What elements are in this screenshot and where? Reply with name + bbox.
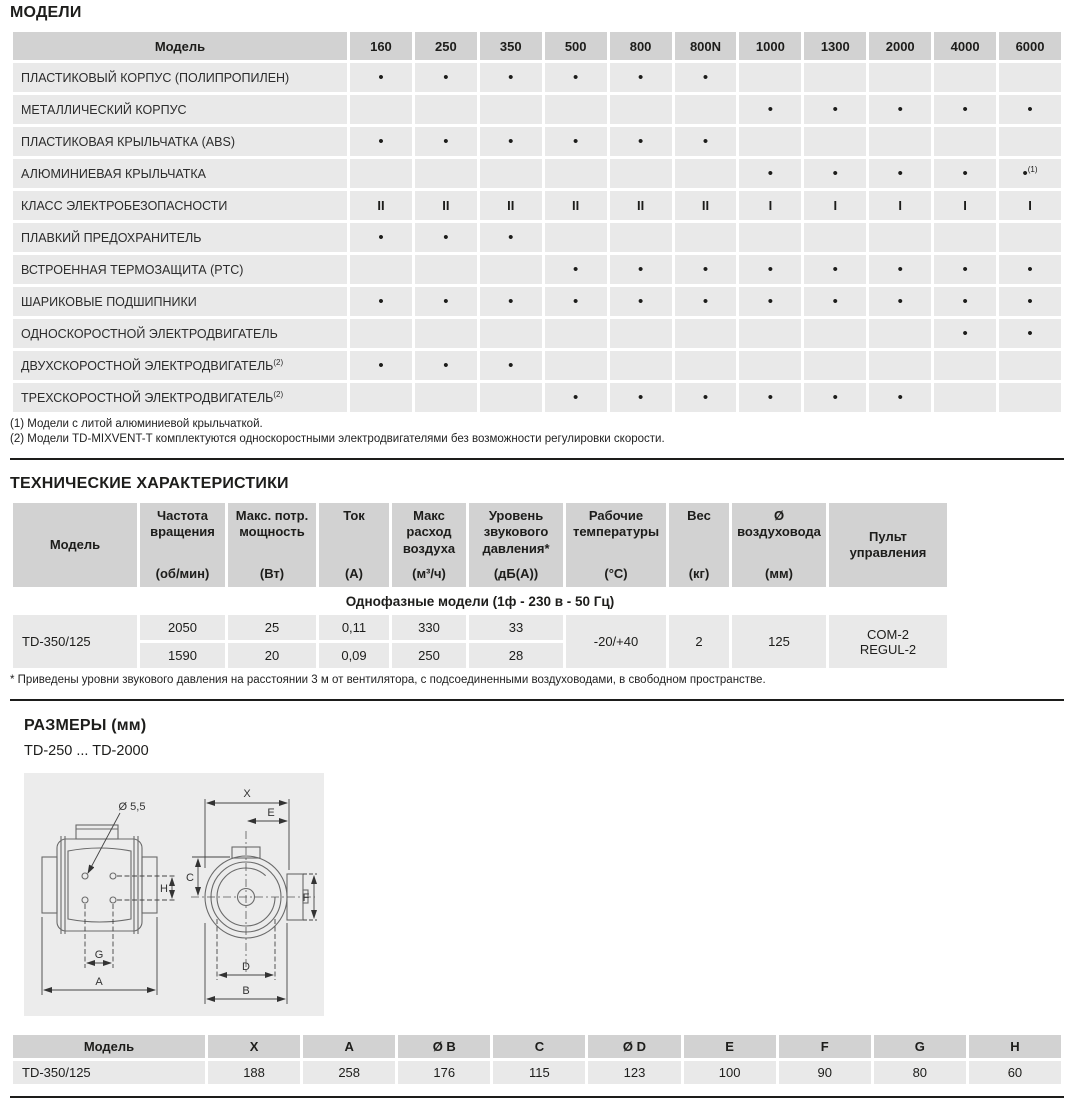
feature-cell (934, 127, 996, 156)
feature-cell: • (675, 287, 737, 316)
feature-row (13, 351, 1061, 380)
feature-cell: • (350, 351, 412, 380)
tech-value-cell: 330 (392, 615, 466, 640)
tech-data-row (13, 615, 947, 640)
dims-value-cell: TD-350/125 (13, 1061, 205, 1084)
feature-cell: • (610, 63, 672, 92)
dim-label-f: F (302, 892, 310, 904)
model-size-header: 800 (610, 32, 672, 60)
feature-cell: • (545, 383, 607, 412)
feature-cell (545, 95, 607, 124)
feature-row (13, 223, 1061, 252)
feature-row (13, 159, 1061, 188)
feature-cell (869, 127, 931, 156)
feature-cell: • (480, 351, 542, 380)
tech-column-header (469, 503, 563, 587)
feature-cell: • (675, 383, 737, 412)
tech-column-header (392, 503, 466, 587)
feature-cell (480, 159, 542, 188)
feature-cell (869, 63, 931, 92)
feature-cell (610, 159, 672, 188)
feature-cell: • (545, 287, 607, 316)
feature-row (13, 95, 1061, 124)
feature-cell (675, 223, 737, 252)
feature-cell: • (675, 255, 737, 284)
feature-cell (610, 95, 672, 124)
feature-cell (675, 351, 737, 380)
dim-label-x: X (243, 788, 251, 800)
feature-label: ПЛАСТИКОВАЯ КРЫЛЬЧАТКА (ABS) (13, 127, 347, 156)
dims-value-cell: 100 (684, 1061, 776, 1084)
dims-value-cell: 123 (588, 1061, 680, 1084)
section-title-dimensions: РАЗМЕРЫ (мм) (24, 717, 147, 734)
feature-cell (415, 95, 477, 124)
feature-cell (480, 319, 542, 348)
tech-header-name: Уровень звукового давления* (482, 508, 550, 556)
tech-header-unit: (°С) (604, 565, 628, 581)
feature-cell: • (415, 63, 477, 92)
feature-cell: • (480, 63, 542, 92)
feature-cell: • (934, 159, 996, 188)
tech-column-header (566, 503, 666, 587)
feature-cell (480, 383, 542, 412)
tech-footnote: * Приведены уровни звукового давления на расстоянии 3 м от вентилятора, с подсоединенными воздуховодами, в свободном пространстве. (10, 674, 766, 686)
tech-header-wrap (736, 508, 822, 582)
feature-cell (675, 159, 737, 188)
models-header-row (13, 32, 1061, 60)
model-size-header: 4000 (934, 32, 996, 60)
feature-cell (350, 95, 412, 124)
feature-cell: • (934, 319, 996, 348)
tech-header-unit: (об/мин) (155, 565, 210, 581)
dims-column-header: C (493, 1035, 585, 1058)
feature-cell: •$^{(1)}$ (999, 159, 1061, 188)
feature-cell: • (999, 95, 1061, 124)
feature-cell: • (999, 319, 1061, 348)
dims-value-cell: 176 (398, 1061, 490, 1084)
dims-value-cell: 115 (493, 1061, 585, 1084)
model-size-header: 160 (350, 32, 412, 60)
feature-cell: • (610, 383, 672, 412)
feature-label: ОДНОСКОРОСТНОЙ ЭЛЕКТРОДВИГАТЕЛЬ (13, 319, 347, 348)
model-size-header: 6000 (999, 32, 1061, 60)
feature-label: КЛАСС ЭЛЕКТРОБЕЗОПАСНОСТИ (13, 191, 347, 220)
tech-value-cell: 0,11 (319, 615, 389, 640)
feature-cell: • (934, 95, 996, 124)
feature-cell: • (739, 95, 801, 124)
feature-cell (415, 383, 477, 412)
tech-header-name: Рабочие температуры (572, 508, 660, 540)
section-title-tech: ТЕХНИЧЕСКИЕ ХАРАКТЕРИСТИКИ (10, 475, 289, 492)
fan-drawing (24, 773, 324, 1016)
dim-label-c: C (186, 872, 194, 884)
tech-header-row (13, 503, 947, 587)
feature-cell (675, 319, 737, 348)
tech-value-cell: 1590 (140, 643, 225, 668)
feature-cell (675, 95, 737, 124)
tech-column-header (732, 503, 826, 587)
feature-cell (739, 63, 801, 92)
feature-cell: • (415, 127, 477, 156)
feature-label: ДВУХСКОРОСТНОЙ ЭЛЕКТРОДВИГАТЕЛЬ$^{(2)}$ (13, 351, 347, 380)
tech-header-wrap (833, 508, 943, 582)
feature-cell: I (869, 191, 931, 220)
feature-cell (610, 223, 672, 252)
feature-cell: • (804, 255, 866, 284)
dims-column-header: Модель (13, 1035, 205, 1058)
feature-cell: II (610, 191, 672, 220)
feature-cell: • (350, 287, 412, 316)
feature-label: ШАРИКОВЫЕ ПОДШИПНИКИ (13, 287, 347, 316)
dims-header-row (13, 1035, 1061, 1058)
feature-cell (869, 351, 931, 380)
tech-header-name: Вес (687, 508, 711, 523)
dims-column-header: Ø B (398, 1035, 490, 1058)
feature-label: ВСТРОЕННАЯ ТЕРМОЗАЩИТА (PTC) (13, 255, 347, 284)
section-divider (10, 458, 1064, 460)
dimensions-section (10, 717, 1064, 1016)
models-footnote-2: (2) Модели TD-MIXVENT-T комплектуются односкоростными электродвигателями без возможности регулировки скорости. (10, 433, 665, 445)
dims-value-cell: 90 (779, 1061, 871, 1084)
feature-cell (999, 223, 1061, 252)
tech-header-name: Макс расход воздуха (402, 508, 456, 556)
feature-cell (545, 319, 607, 348)
tech-shared-cell: -20/+40 (566, 615, 666, 668)
tech-header-wrap (473, 508, 559, 582)
dims-column-header: A (303, 1035, 395, 1058)
feature-cell (739, 127, 801, 156)
feature-cell: • (739, 287, 801, 316)
side-view (42, 825, 157, 934)
model-size-header: 500 (545, 32, 607, 60)
dimensions-table (10, 1032, 1064, 1087)
tech-value-cell: 20 (228, 643, 316, 668)
feature-cell: • (350, 63, 412, 92)
feature-cell: • (610, 127, 672, 156)
dim-label-a: A (95, 976, 103, 988)
feature-cell: I (739, 191, 801, 220)
feature-cell: • (610, 287, 672, 316)
tech-header-name: Ø воздуховода (737, 508, 821, 540)
feature-row (13, 287, 1061, 316)
feature-cell (804, 127, 866, 156)
model-size-header: 250 (415, 32, 477, 60)
feature-row (13, 383, 1061, 412)
dims-column-header: Ø D (588, 1035, 680, 1058)
feature-cell: • (999, 287, 1061, 316)
feature-cell: I (999, 191, 1061, 220)
feature-cell: • (934, 255, 996, 284)
feature-cell: • (545, 63, 607, 92)
dim-label-b: B (242, 985, 250, 997)
feature-cell: • (869, 255, 931, 284)
feature-row (13, 127, 1061, 156)
feature-cell (739, 351, 801, 380)
dims-column-header: E (684, 1035, 776, 1058)
tech-header-unit: (Вт) (259, 565, 285, 581)
feature-cell (739, 223, 801, 252)
tech-value-cell: 250 (392, 643, 466, 668)
tech-header-name: Частота вращения (150, 508, 215, 540)
tech-shared-cell: COM-2 REGUL-2 (829, 615, 947, 668)
feature-cell: II (675, 191, 737, 220)
feature-cell (804, 223, 866, 252)
feature-cell (804, 63, 866, 92)
tech-value-cell: 33 (469, 615, 563, 640)
feature-cell: • (869, 159, 931, 188)
feature-cell: II (480, 191, 542, 220)
feature-cell: • (610, 255, 672, 284)
tech-column-header (829, 503, 947, 587)
tech-column-header (669, 503, 729, 587)
feature-cell: • (350, 127, 412, 156)
model-size-header: 350 (480, 32, 542, 60)
feature-cell: • (869, 287, 931, 316)
dims-column-header: X (208, 1035, 300, 1058)
tech-header-unit: (м³/ч) (412, 565, 446, 581)
diagram-labels (95, 788, 310, 997)
model-column-header: Модель (13, 32, 347, 60)
feature-cell: • (415, 223, 477, 252)
tech-value-cell: 25 (228, 615, 316, 640)
feature-cell (350, 159, 412, 188)
feature-cell (610, 351, 672, 380)
tech-shared-cell: 2 (669, 615, 729, 668)
feature-cell (804, 319, 866, 348)
dims-value-cell: 60 (969, 1061, 1061, 1084)
feature-cell: • (739, 159, 801, 188)
feature-cell: • (869, 383, 931, 412)
feature-cell (545, 223, 607, 252)
dims-data-row (13, 1061, 1061, 1084)
feature-cell: • (739, 255, 801, 284)
feature-row (13, 255, 1061, 284)
tech-header-wrap (144, 508, 221, 582)
dims-value-cell: 258 (303, 1061, 395, 1084)
feature-cell (480, 95, 542, 124)
feature-cell (934, 383, 996, 412)
feature-cell: • (480, 223, 542, 252)
feature-cell (350, 383, 412, 412)
feature-label: МЕТАЛЛИЧЕСКИЙ КОРПУС (13, 95, 347, 124)
feature-cell: • (999, 255, 1061, 284)
feature-cell (415, 159, 477, 188)
tech-header-name: Пульт управления (849, 528, 927, 560)
tech-value-cell: 2050 (140, 615, 225, 640)
dim-label-d: D (242, 961, 250, 973)
feature-cell (804, 351, 866, 380)
feature-cell (545, 159, 607, 188)
dimensions-model-range: TD-250 ... TD-2000 (24, 743, 149, 759)
feature-cell: • (804, 95, 866, 124)
feature-cell (999, 63, 1061, 92)
model-size-header: 800N (675, 32, 737, 60)
feature-cell: • (480, 287, 542, 316)
feature-cell: • (675, 63, 737, 92)
tech-value-cell: 28 (469, 643, 563, 668)
feature-cell (934, 351, 996, 380)
feature-cell: II (350, 191, 412, 220)
feature-label: ПЛАВКИЙ ПРЕДОХРАНИТЕЛЬ (13, 223, 347, 252)
tech-header-wrap (673, 508, 725, 582)
feature-cell: • (480, 127, 542, 156)
feature-cell (545, 351, 607, 380)
dims-value-cell: 188 (208, 1061, 300, 1084)
tech-header-name: Ток (343, 508, 365, 523)
tech-shared-cell: 125 (732, 615, 826, 668)
model-size-header: 1000 (739, 32, 801, 60)
feature-cell (999, 383, 1061, 412)
feature-cell: I (934, 191, 996, 220)
feature-cell (869, 319, 931, 348)
phase-group-header: Однофазные модели (1ф - 230 в - 50 Гц) (13, 590, 947, 612)
models-table (10, 29, 1064, 415)
feature-cell: • (869, 95, 931, 124)
feature-cell (999, 351, 1061, 380)
feature-cell: II (415, 191, 477, 220)
dims-column-header: F (779, 1035, 871, 1058)
feature-cell (934, 63, 996, 92)
tech-header-wrap (570, 508, 662, 582)
feature-cell (350, 319, 412, 348)
tech-model-cell: TD-350/125 (13, 615, 137, 668)
feature-cell (999, 127, 1061, 156)
dim-label-h: H (160, 883, 168, 895)
front-view (205, 847, 308, 938)
feature-cell: • (804, 159, 866, 188)
tech-column-header (13, 503, 137, 587)
tech-header-unit: (мм) (765, 565, 793, 581)
hole-diameter-label: Ø 5,5 (118, 801, 146, 813)
feature-cell (415, 319, 477, 348)
model-size-header: 2000 (869, 32, 931, 60)
tech-header-wrap (323, 508, 385, 582)
tech-value-cell: 0,09 (319, 643, 389, 668)
feature-row (13, 191, 1061, 220)
dim-label-g: G (94, 949, 104, 961)
feature-label: ПЛАСТИКОВЫЙ КОРПУС (ПОЛИПРОПИЛЕН) (13, 63, 347, 92)
tech-header-wrap (396, 508, 462, 582)
section-title-models: МОДЕЛИ (10, 4, 82, 21)
tech-column-header (140, 503, 225, 587)
feature-cell (480, 255, 542, 284)
feature-label: АЛЮМИНИЕВАЯ КРЫЛЬЧАТКА (13, 159, 347, 188)
tech-table (10, 500, 950, 671)
tech-header-unit: (А) (344, 565, 364, 581)
feature-cell: • (545, 255, 607, 284)
tech-header-wrap (17, 508, 133, 582)
feature-cell: I (804, 191, 866, 220)
feature-cell: • (804, 383, 866, 412)
section-divider (10, 699, 1064, 701)
tech-header-name: Модель (49, 536, 101, 552)
model-size-header: 1300 (804, 32, 866, 60)
feature-cell: • (415, 351, 477, 380)
dims-value-cell: 80 (874, 1061, 966, 1084)
feature-cell (934, 223, 996, 252)
feature-row (13, 319, 1061, 348)
feature-row (13, 63, 1061, 92)
dimensions-diagram (24, 773, 324, 1016)
models-footnote-1: (1) Модели с литой алюминиевой крыльчаткой. (10, 418, 263, 430)
feature-cell (869, 223, 931, 252)
tech-column-header (319, 503, 389, 587)
feature-cell: • (415, 287, 477, 316)
dims-column-header: G (874, 1035, 966, 1058)
dims-column-header: H (969, 1035, 1061, 1058)
feature-cell: • (350, 223, 412, 252)
feature-cell: • (804, 287, 866, 316)
tech-header-unit: (дБ(А)) (493, 565, 539, 581)
feature-cell (739, 319, 801, 348)
feature-cell (350, 255, 412, 284)
tech-column-header (228, 503, 316, 587)
feature-label: ТРЕХСКОРОСТНОЙ ЭЛЕКТРОДВИГАТЕЛЬ$^{(2)}$ (13, 383, 347, 412)
feature-cell: • (675, 127, 737, 156)
tech-header-wrap (232, 508, 312, 582)
feature-cell: • (739, 383, 801, 412)
tech-header-name: Макс. потр. мощность (235, 508, 309, 540)
feature-cell (415, 255, 477, 284)
dim-label-e: E (267, 807, 275, 819)
feature-cell: • (545, 127, 607, 156)
feature-cell: II (545, 191, 607, 220)
feature-cell: • (934, 287, 996, 316)
tech-header-unit: (кг) (688, 565, 710, 581)
tech-group-row (13, 590, 947, 612)
feature-cell (610, 319, 672, 348)
